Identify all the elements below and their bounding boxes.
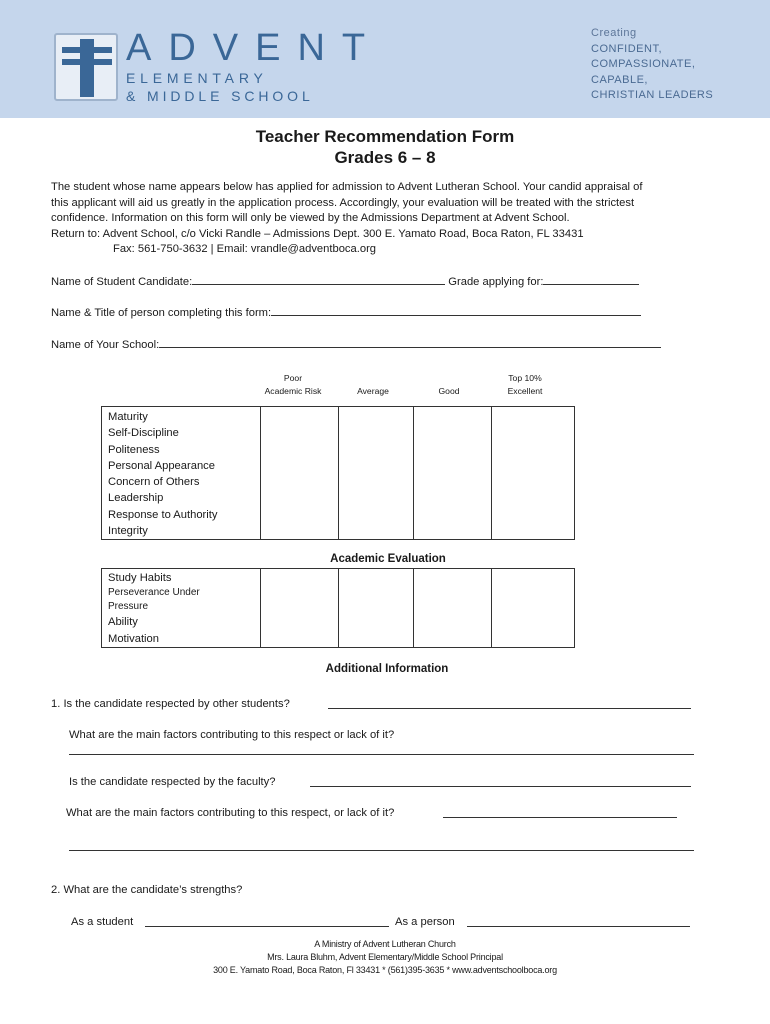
form-title: Teacher Recommendation Form — [255, 127, 515, 146]
question-1a: What are the main factors contributing to this respect or lack of it? — [69, 729, 395, 741]
academic-label: Motivation — [108, 632, 159, 645]
student-name-field[interactable] — [192, 274, 445, 285]
school-label: Name of Your School: — [51, 339, 160, 351]
answer-line[interactable] — [310, 776, 691, 787]
col-head-line — [340, 372, 406, 385]
tagline-line: CONFIDENT, — [591, 42, 662, 55]
rating-cell-excellent[interactable] — [492, 569, 575, 648]
col-head-line: Average — [357, 385, 389, 396]
col-head-excellent — [492, 372, 558, 397]
answer-line[interactable] — [467, 916, 690, 927]
grade-label: Grade applying for: — [448, 276, 544, 288]
tagline — [591, 26, 713, 104]
col-head-line: Academic Risk — [264, 385, 322, 396]
col-head-line: Good — [438, 385, 460, 396]
footer — [0, 938, 770, 977]
intro-line: Return to: Advent School, c/o Vicki Randle – Admissions Dept. 300 E. Yamato Road, Boca Raton, FL 33431 — [51, 227, 584, 240]
answer-line[interactable] — [443, 807, 677, 818]
tagline-line: Creating — [591, 27, 637, 39]
answer-line[interactable] — [69, 744, 694, 755]
academic-label: Perseverance Under — [108, 587, 200, 599]
intro-line: this applicant will aid us greatly in the application process. Accordingly, your evaluation will be treated with the strictest — [51, 196, 635, 209]
intro-line: confidence. Information on this form will only be viewed by the Admissions Department at Advent School. — [51, 212, 570, 225]
rating-cell-excellent[interactable] — [492, 407, 575, 540]
trait-label: Politeness — [108, 443, 160, 456]
rating-cell-average[interactable] — [338, 407, 414, 540]
rating-cell-poor[interactable] — [260, 569, 338, 648]
trait-labels — [102, 407, 261, 540]
col-head-line: Excellent — [507, 385, 543, 396]
trait-label: Response to Authority — [108, 508, 218, 521]
school-name-row — [51, 337, 661, 351]
school-name-line1: ELEMENTARY — [126, 70, 268, 86]
school-name: ADVENT — [126, 27, 383, 69]
trait-label: Leadership — [108, 492, 164, 505]
person-name-row — [51, 305, 641, 319]
trait-label: Personal Appearance — [108, 459, 215, 472]
academic-label: Pressure — [108, 601, 149, 613]
academic-label: Study Habits — [108, 572, 172, 584]
footer-line: A Ministry of Advent Lutheran Church — [314, 939, 456, 949]
grade-field[interactable] — [543, 274, 639, 285]
footer-line: Mrs. Laura Bluhm, Advent Elementary/Middle School Principal — [267, 952, 503, 962]
rating-cell-good[interactable] — [414, 569, 492, 648]
tagline-line: CAPABLE, — [591, 73, 648, 86]
student-name-label: Name of Student Candidate: — [51, 276, 193, 288]
col-head-line — [416, 372, 482, 385]
footer-line: 300 E. Yamato Road, Boca Raton, Fl 33431 * (561)395-3635 * www.adventschoolboca.org — [213, 965, 557, 975]
col-head-poor — [260, 372, 326, 397]
col-head-line: Top 10% — [508, 373, 542, 383]
col-head-good — [416, 372, 482, 397]
student-name-row — [51, 274, 639, 288]
rating-cell-good[interactable] — [414, 407, 492, 540]
academic-heading: Academic Evaluation — [330, 553, 446, 565]
question-2b: As a person — [395, 916, 455, 928]
answer-line[interactable] — [145, 916, 389, 927]
answer-line[interactable] — [328, 697, 691, 709]
question-2a: As a student — [71, 916, 134, 928]
header-banner — [0, 0, 770, 118]
school-field[interactable] — [159, 337, 661, 348]
contact-line: Fax: 561-750-3632 | Email: vrandle@adventboca.org — [113, 243, 377, 256]
question-1c: What are the main factors contributing to this respect, or lack of it? — [66, 807, 395, 819]
trait-label: Self-Discipline — [108, 427, 179, 440]
intro-line: The student whose name appears below has applied for admission to Advent Lutheran School. Your candid appraisal of — [51, 181, 643, 193]
additional-heading: Additional Information — [325, 663, 449, 675]
tagline-line: CHRISTIAN LEADERS — [591, 89, 714, 101]
person-name-field[interactable] — [271, 305, 641, 316]
academic-labels — [102, 569, 261, 648]
question-1: 1. Is the candidate respected by other students? — [51, 698, 290, 710]
tagline-line: COMPASSIONATE, — [591, 58, 696, 70]
question-2: 2. What are the candidate’s strengths? — [51, 884, 243, 896]
col-head-average — [340, 372, 406, 397]
trait-label: Integrity — [108, 525, 148, 538]
trait-label: Concern of Others — [108, 476, 200, 489]
trait-label: Maturity — [108, 411, 148, 423]
form-subtitle: Grades 6 – 8 — [334, 148, 436, 167]
school-name-line2: & MIDDLE SCHOOL — [126, 88, 314, 104]
cross-logo-icon — [54, 33, 118, 101]
academic-label: Ability — [108, 616, 138, 629]
intro-paragraph — [51, 180, 731, 258]
person-name-label: Name & Title of person completing this form: — [51, 307, 272, 319]
col-head-line: Poor — [283, 373, 303, 383]
academic-rating-table — [101, 568, 575, 648]
answer-line[interactable] — [69, 840, 694, 851]
question-1b: Is the candidate respected by the faculty? — [69, 776, 276, 788]
rating-cell-average[interactable] — [338, 569, 414, 648]
rating-cell-poor[interactable] — [260, 407, 338, 540]
character-rating-table — [101, 406, 575, 540]
